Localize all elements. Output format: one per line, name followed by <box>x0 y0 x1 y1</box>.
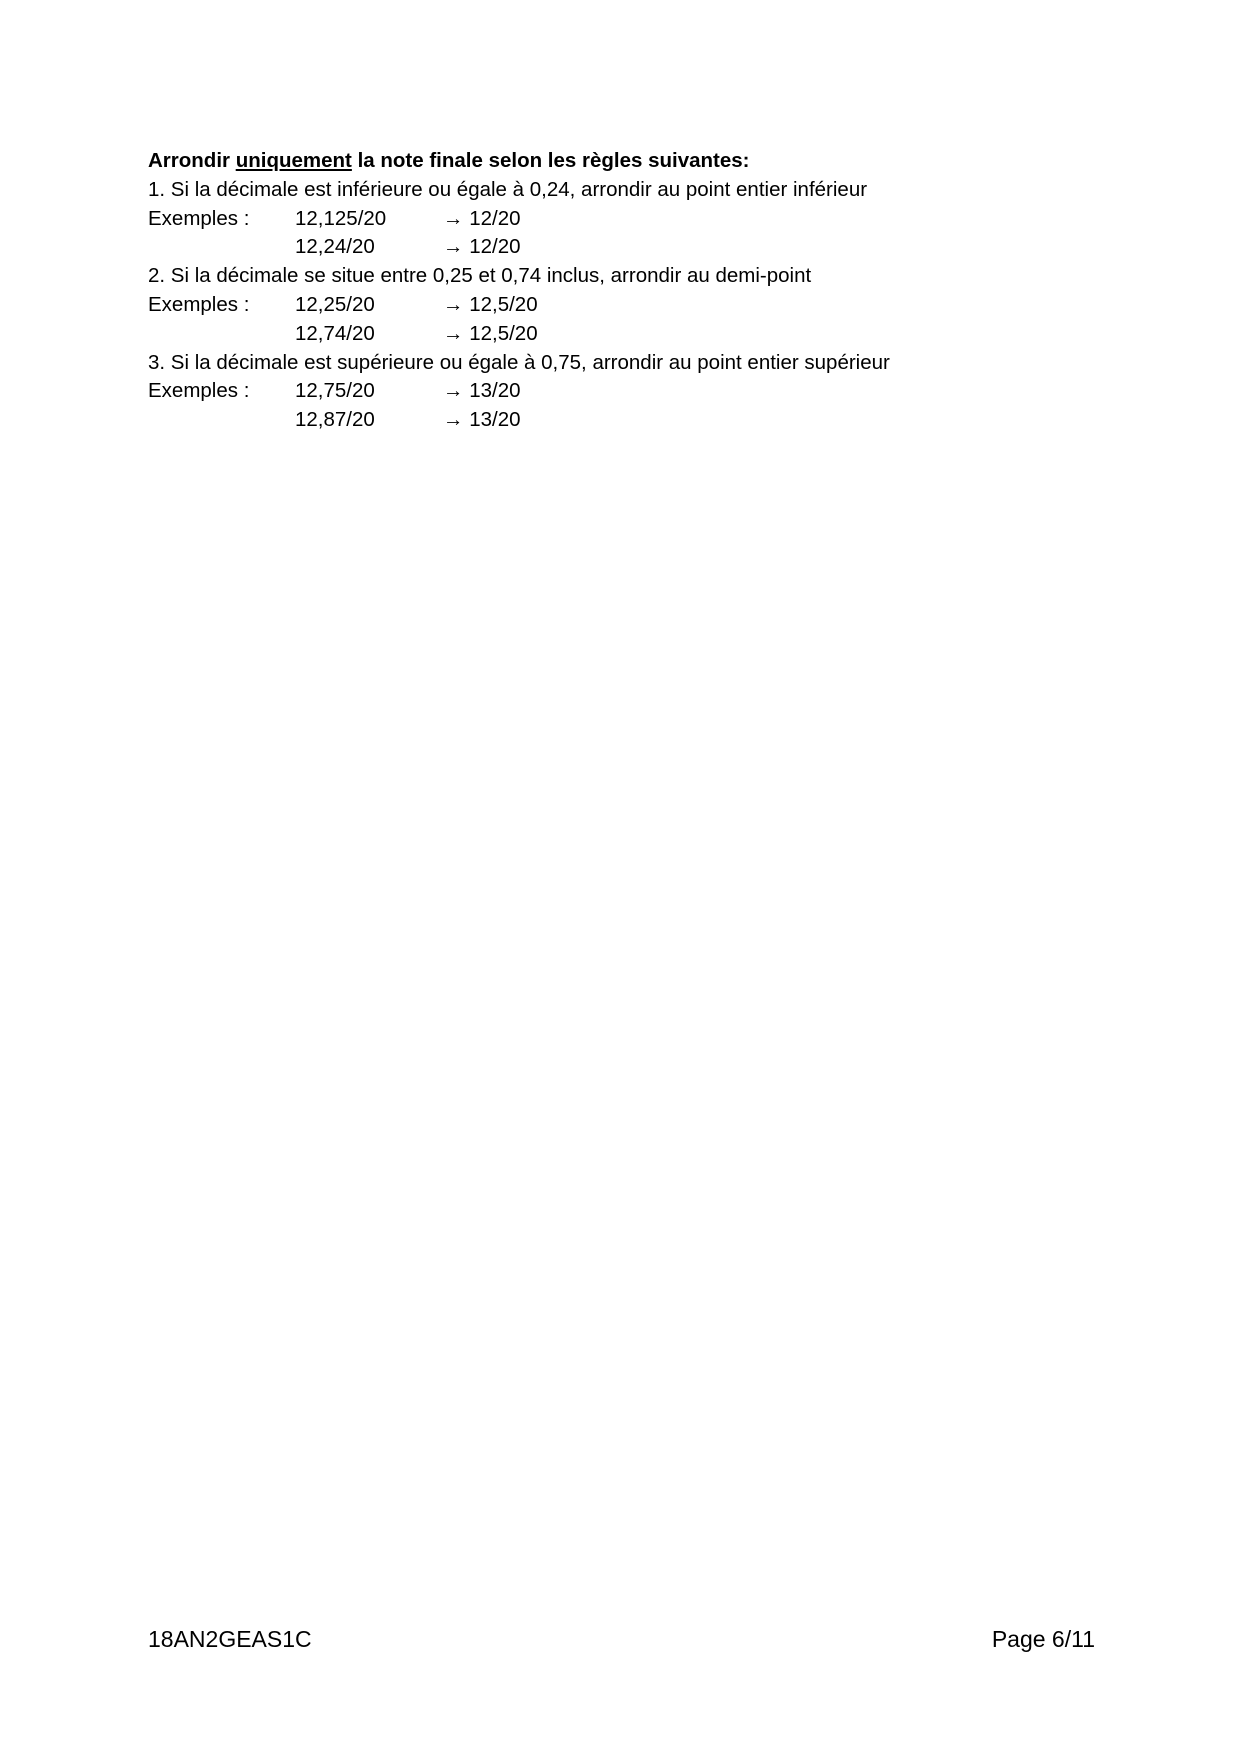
example-result: → 12/20 <box>443 235 521 259</box>
examples-label: Exemples : <box>148 206 250 230</box>
rule-1-example-row-1 <box>148 205 1108 234</box>
example-value: 12,87/20 <box>295 408 375 432</box>
example-result: → 12,5/20 <box>443 292 538 316</box>
example-value: 12,74/20 <box>295 321 375 345</box>
example-value: 12,24/20 <box>295 235 375 259</box>
rule-3-example-row-1 <box>148 377 1108 406</box>
rule-1-text: 1. Si la décimale est inférieure ou égale à 0,24, arrondir au point entier inférieur <box>148 177 868 201</box>
heading-text-after: la note finale selon les règles suivantes: <box>351 149 750 172</box>
rounding-rules-heading <box>148 147 1108 176</box>
rule-2-example-row-1 <box>148 291 1108 320</box>
examples-label-spacer <box>148 233 295 262</box>
examples-label-spacer <box>148 406 295 435</box>
examples-label: Exemples : <box>148 379 250 403</box>
example-result: → 13/20 <box>443 408 521 432</box>
rounding-rules-section <box>148 147 1108 435</box>
document-code: 18AN2GEAS1C <box>148 1626 312 1652</box>
examples-label-spacer <box>148 320 295 349</box>
example-value: 12,125/20 <box>295 206 387 230</box>
example-value: 12,75/20 <box>295 379 375 403</box>
example-result: → 12/20 <box>443 206 521 230</box>
example-value: 12,25/20 <box>295 292 375 316</box>
rule-2-text: 2. Si la décimale se situe entre 0,25 et 0,74 inclus, arrondir au demi-point <box>148 264 812 288</box>
rule-1-example-row-2 <box>148 233 1108 262</box>
page-number: Page 6/11 <box>991 1626 1095 1652</box>
rule-2-example-row-2 <box>148 320 1108 349</box>
rule-3-text: 3. Si la décimale est supérieure ou égale à 0,75, arrondir au point entier supérieur <box>148 350 890 374</box>
heading-underlined-word: uniquement <box>235 149 352 172</box>
heading-text-before: Arrondir <box>148 149 236 172</box>
examples-label: Exemples : <box>148 292 250 316</box>
rule-3-example-row-2 <box>148 406 1108 435</box>
example-result: → 12,5/20 <box>443 321 538 345</box>
example-result: → 13/20 <box>443 379 521 403</box>
